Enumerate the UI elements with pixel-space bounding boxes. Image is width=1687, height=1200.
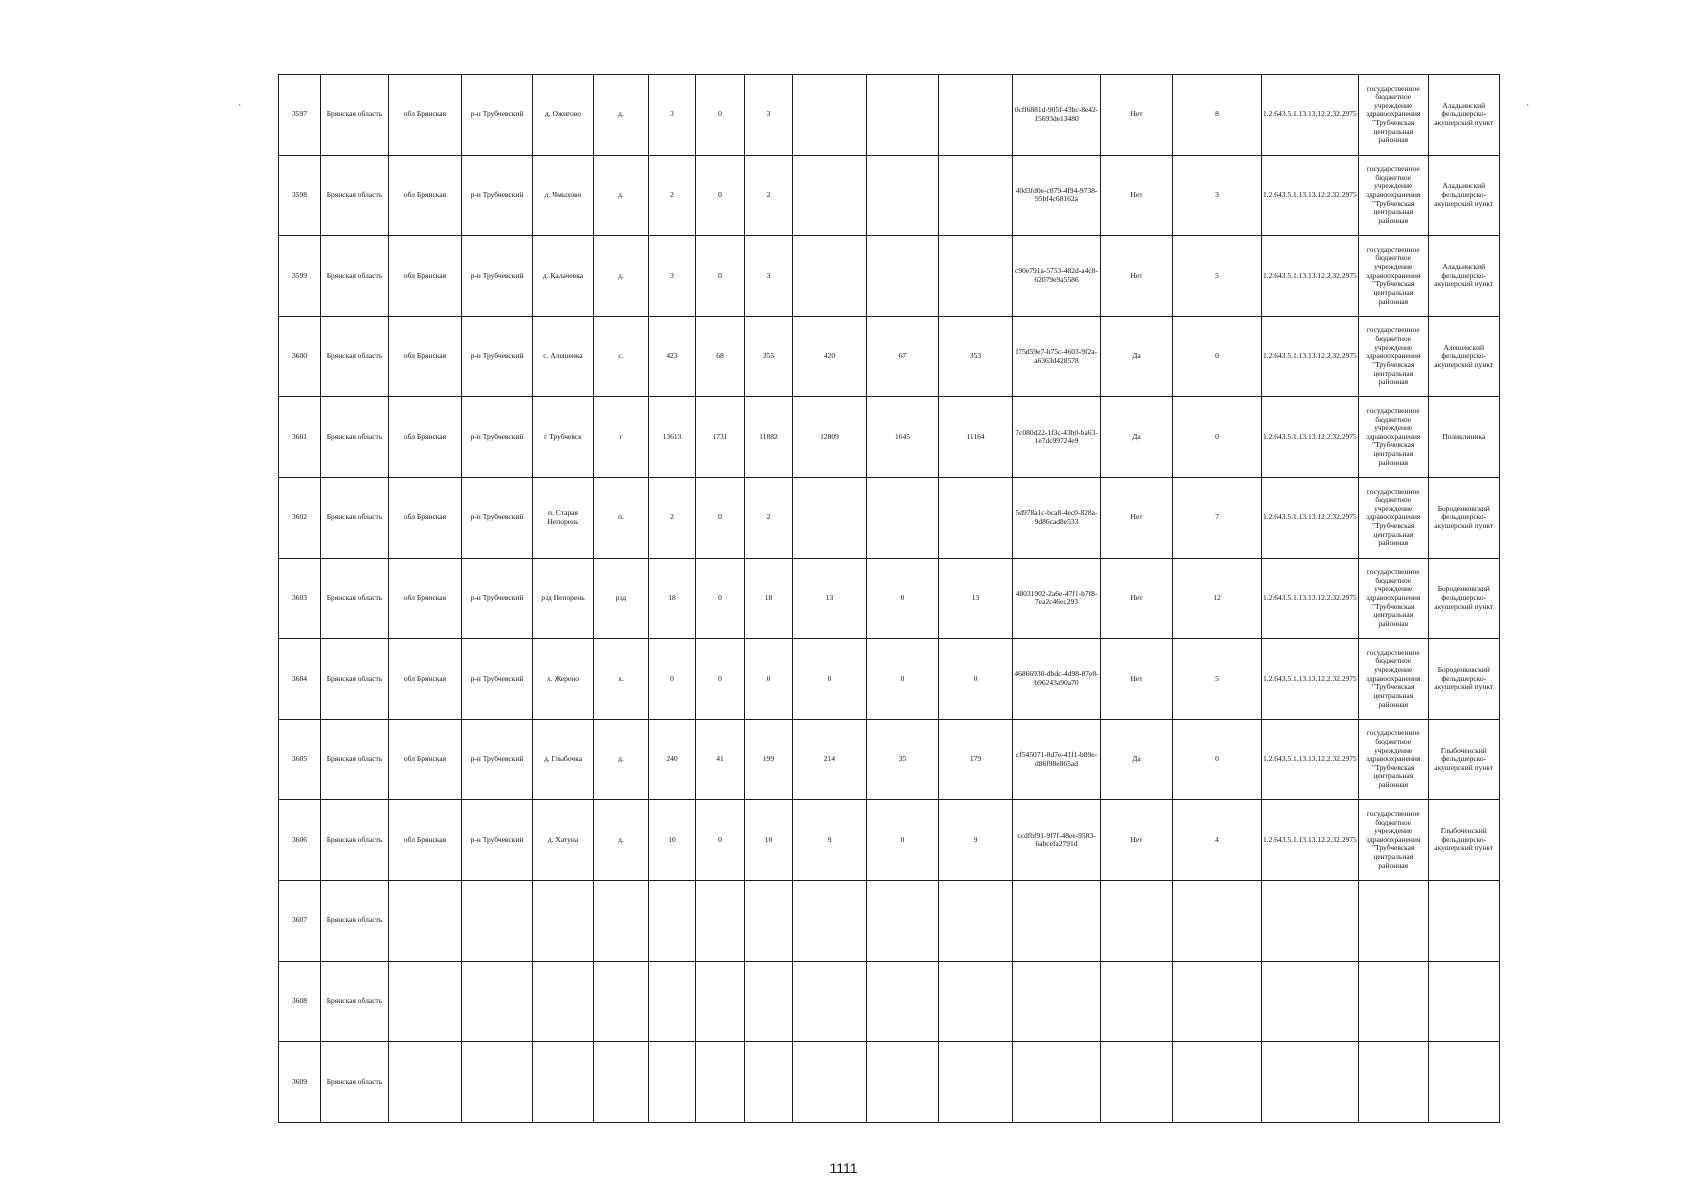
institution-cell: государственное бюджетное учреждение здравоохранения "Трубчевская центральная районная: [1358, 800, 1428, 881]
oid-cell: [1262, 880, 1359, 961]
oid-cell: 1.2.643.5.1.13.13.12.2.32.2975: [1262, 155, 1359, 236]
region-cell: Брянская область: [321, 477, 389, 558]
row-number-cell: 3599: [279, 236, 321, 317]
attached-total-cell: [793, 477, 867, 558]
attached-adults-cell: [939, 961, 1013, 1042]
scan-speck: `: [1526, 104, 1530, 115]
region-cell: Брянская область: [321, 719, 389, 800]
settlement-cell: п. Старая Непорень: [533, 477, 594, 558]
row-number-cell: 3601: [279, 397, 321, 478]
row-number-cell: 3606: [279, 800, 321, 881]
unit-cell: Аладьинский фельдшерско-акушерский пункт: [1428, 155, 1499, 236]
row-number-cell: 3600: [279, 316, 321, 397]
population-adults-cell: 199: [745, 719, 793, 800]
district-cell: р-н Трубчевский: [462, 800, 533, 881]
table-body: [279, 75, 1500, 1123]
population-children-cell: 0: [696, 236, 745, 317]
population-adults-cell: 3: [745, 236, 793, 317]
distance-cell: 0: [1173, 719, 1262, 800]
table-row: [279, 719, 1500, 800]
attached-children-cell: 67: [867, 316, 939, 397]
attached-total-cell: [793, 155, 867, 236]
table-row: [279, 155, 1500, 236]
attached-adults-cell: 11164: [939, 397, 1013, 478]
region-cell: Брянская область: [321, 75, 389, 156]
row-number-cell: 3604: [279, 639, 321, 720]
oid-cell: 1.2.643.5.1.13.13.12.2.32.2975: [1262, 558, 1359, 639]
population-adults-cell: 2: [745, 477, 793, 558]
region-cell: Брянская область: [321, 800, 389, 881]
has-facility-cell: Да: [1101, 719, 1173, 800]
attached-children-cell: [867, 236, 939, 317]
table-row: [279, 75, 1500, 156]
settlement-type-cell: д.: [594, 155, 649, 236]
institution-cell: государственное бюджетное учреждение здравоохранения "Трубчевская центральная районная: [1358, 155, 1428, 236]
unit-cell: Глыбоченский фельдшерско-акушерский пункт: [1428, 719, 1499, 800]
district-cell: р-н Трубчевский: [462, 397, 533, 478]
district-cell: р-н Трубчевский: [462, 639, 533, 720]
settlement-type-cell: с.: [594, 316, 649, 397]
has-facility-cell: Нет: [1101, 477, 1173, 558]
settlement-cell: г Трубчевск: [533, 397, 594, 478]
institution-cell: государственное бюджетное учреждение здравоохранения "Трубчевская центральная районная: [1358, 75, 1428, 156]
row-number-cell: 3605: [279, 719, 321, 800]
settlements-table: [278, 74, 1500, 1123]
oid-cell: 1.2.643.5.1.13.13.12.2.32.2975: [1262, 316, 1359, 397]
has-facility-cell: Нет: [1101, 639, 1173, 720]
population-children-cell: 0: [696, 155, 745, 236]
population-children-cell: 0: [696, 558, 745, 639]
attached-total-cell: [793, 961, 867, 1042]
attached-adults-cell: 13: [939, 558, 1013, 639]
distance-cell: 8: [1173, 75, 1262, 156]
population-children-cell: 0: [696, 75, 745, 156]
population-total-cell: 10: [649, 800, 696, 881]
settlement-cell: д. Глыбочка: [533, 719, 594, 800]
settlement-type-cell: г: [594, 397, 649, 478]
distance-cell: 4: [1173, 800, 1262, 881]
guid-cell: 5d978a1c-bca8-4ec0-828a-9d86cad8e533: [1013, 477, 1101, 558]
table-row: [279, 1042, 1500, 1123]
attached-children-cell: [867, 477, 939, 558]
population-adults-cell: [745, 961, 793, 1042]
attached-children-cell: 0: [867, 800, 939, 881]
guid-cell: [1013, 1042, 1101, 1123]
attached-children-cell: [867, 75, 939, 156]
attached-adults-cell: [939, 477, 1013, 558]
attached-adults-cell: [939, 236, 1013, 317]
distance-cell: 7: [1173, 477, 1262, 558]
row-number-cell: 3608: [279, 961, 321, 1042]
attached-total-cell: 13: [793, 558, 867, 639]
population-children-cell: 0: [696, 477, 745, 558]
district-cell: р-н Трубчевский: [462, 236, 533, 317]
oblast-cell: обл Брянская: [389, 639, 462, 720]
unit-cell: Бороденковский фельдшерско-акушерский пункт: [1428, 639, 1499, 720]
oblast-cell: обл Брянская: [389, 397, 462, 478]
distance-cell: 12: [1173, 558, 1262, 639]
attached-children-cell: [867, 155, 939, 236]
oblast-cell: [389, 961, 462, 1042]
settlement-cell: [533, 880, 594, 961]
has-facility-cell: Нет: [1101, 75, 1173, 156]
population-adults-cell: 11882: [745, 397, 793, 478]
table-row: [279, 961, 1500, 1042]
oid-cell: 1.2.643.5.1.13.13.12.2.32.2975: [1262, 639, 1359, 720]
table-row: [279, 558, 1500, 639]
table-row: [279, 397, 1500, 478]
population-total-cell: 18: [649, 558, 696, 639]
distance-cell: [1173, 880, 1262, 961]
oid-cell: [1262, 1042, 1359, 1123]
settlement-type-cell: [594, 880, 649, 961]
has-facility-cell: [1101, 1042, 1173, 1123]
population-total-cell: 240: [649, 719, 696, 800]
population-adults-cell: 2: [745, 155, 793, 236]
population-total-cell: 13613: [649, 397, 696, 478]
settlement-cell: [533, 961, 594, 1042]
attached-total-cell: 420: [793, 316, 867, 397]
settlement-cell: рзд Непорень: [533, 558, 594, 639]
page-number: 1111: [829, 1160, 858, 1176]
district-cell: р-н Трубчевский: [462, 75, 533, 156]
attached-children-cell: [867, 880, 939, 961]
population-total-cell: [649, 880, 696, 961]
population-children-cell: 41: [696, 719, 745, 800]
settlement-cell: д. Калачевка: [533, 236, 594, 317]
institution-cell: государственное бюджетное учреждение здравоохранения "Трубчевская центральная районная: [1358, 477, 1428, 558]
unit-cell: [1428, 1042, 1499, 1123]
population-children-cell: 0: [696, 639, 745, 720]
oid-cell: 1.2.643.5.1.13.13.12.2.32.2975: [1262, 719, 1359, 800]
population-total-cell: 2: [649, 477, 696, 558]
unit-cell: Глыбоченский фельдшерско-акушерский пункт: [1428, 800, 1499, 881]
institution-cell: государственное бюджетное учреждение здравоохранения "Трубчевская центральная районная: [1358, 397, 1428, 478]
distance-cell: 3: [1173, 155, 1262, 236]
attached-children-cell: [867, 961, 939, 1042]
attached-total-cell: 9: [793, 800, 867, 881]
settlement-type-cell: [594, 961, 649, 1042]
region-cell: Брянская область: [321, 397, 389, 478]
attached-children-cell: 1645: [867, 397, 939, 478]
attached-adults-cell: 353: [939, 316, 1013, 397]
oblast-cell: обл Брянская: [389, 155, 462, 236]
distance-cell: 5: [1173, 236, 1262, 317]
population-adults-cell: [745, 1042, 793, 1123]
region-cell: Брянская область: [321, 316, 389, 397]
settlement-type-cell: [594, 1042, 649, 1123]
oblast-cell: обл Брянская: [389, 719, 462, 800]
oblast-cell: обл Брянская: [389, 800, 462, 881]
oid-cell: [1262, 961, 1359, 1042]
unit-cell: Аладьинский фельдшерско-акушерский пункт: [1428, 236, 1499, 317]
attached-total-cell: 0: [793, 639, 867, 720]
population-adults-cell: 10: [745, 800, 793, 881]
oblast-cell: обл Брянская: [389, 558, 462, 639]
region-cell: Брянская область: [321, 961, 389, 1042]
oblast-cell: обл Брянская: [389, 75, 462, 156]
district-cell: [462, 880, 533, 961]
attached-children-cell: 0: [867, 558, 939, 639]
attached-adults-cell: [939, 880, 1013, 961]
has-facility-cell: Нет: [1101, 155, 1173, 236]
oid-cell: 1.2.643.5.1.13.13.12.2.32.2975: [1262, 236, 1359, 317]
settlement-cell: д. Ожигово: [533, 75, 594, 156]
oid-cell: 1.2.643.5.1.13.13.12.2.32.2975: [1262, 800, 1359, 881]
institution-cell: государственное бюджетное учреждение здравоохранения "Трубчевская центральная районная: [1358, 558, 1428, 639]
population-total-cell: 0: [649, 639, 696, 720]
row-number-cell: 3607: [279, 880, 321, 961]
attached-adults-cell: [939, 1042, 1013, 1123]
guid-cell: ccdfbf91-9f7f-48ee-9583-6abcefa2791d: [1013, 800, 1101, 881]
unit-cell: Аладьинский фельдшерско-акушерский пункт: [1428, 75, 1499, 156]
attached-children-cell: 35: [867, 719, 939, 800]
population-adults-cell: 0: [745, 639, 793, 720]
population-children-cell: 68: [696, 316, 745, 397]
population-total-cell: 3: [649, 236, 696, 317]
region-cell: Брянская область: [321, 155, 389, 236]
population-total-cell: 423: [649, 316, 696, 397]
guid-cell: [1013, 880, 1101, 961]
settlement-type-cell: х.: [594, 639, 649, 720]
has-facility-cell: [1101, 961, 1173, 1042]
district-cell: р-н Трубчевский: [462, 477, 533, 558]
attached-total-cell: 214: [793, 719, 867, 800]
has-facility-cell: Нет: [1101, 800, 1173, 881]
unit-cell: Бороденковский фельдшерско-акушерский пункт: [1428, 477, 1499, 558]
settlement-cell: х. Жерено: [533, 639, 594, 720]
has-facility-cell: Нет: [1101, 236, 1173, 317]
settlement-type-cell: д.: [594, 236, 649, 317]
oid-cell: 1.2.643.5.1.13.13.12.2.32.2975: [1262, 75, 1359, 156]
unit-cell: Алешенский фельдшерско-акушерский пункт: [1428, 316, 1499, 397]
row-number-cell: 3609: [279, 1042, 321, 1123]
oblast-cell: обл Брянская: [389, 236, 462, 317]
table-row: [279, 316, 1500, 397]
attached-total-cell: [793, 75, 867, 156]
attached-total-cell: [793, 1042, 867, 1123]
attached-children-cell: [867, 1042, 939, 1123]
guid-cell: c90e791a-5753-482d-a4c8-62079e9a5586: [1013, 236, 1101, 317]
guid-cell: [1013, 961, 1101, 1042]
region-cell: Брянская область: [321, 639, 389, 720]
oblast-cell: [389, 880, 462, 961]
region-cell: Брянская область: [321, 1042, 389, 1123]
oblast-cell: обл Брянская: [389, 477, 462, 558]
oblast-cell: обл Брянская: [389, 316, 462, 397]
unit-cell: [1428, 880, 1499, 961]
population-children-cell: [696, 961, 745, 1042]
district-cell: [462, 961, 533, 1042]
guid-cell: f75d59e7-b75c-4603-9f2a-a6363d428578: [1013, 316, 1101, 397]
unit-cell: Бороденковский фельдшерско-акушерский пункт: [1428, 558, 1499, 639]
region-cell: Брянская область: [321, 236, 389, 317]
oid-cell: 1.2.643.5.1.13.13.12.2.32.2975: [1262, 397, 1359, 478]
settlement-type-cell: п.: [594, 477, 649, 558]
guid-cell: cf545071-8d7e-41f1-b89e-d86f98e865ad: [1013, 719, 1101, 800]
attached-total-cell: 12809: [793, 397, 867, 478]
population-adults-cell: 3: [745, 75, 793, 156]
institution-cell: [1358, 961, 1428, 1042]
table-row: [279, 800, 1500, 881]
scan-speck: `: [238, 104, 242, 115]
settlement-cell: д. Чмыхово: [533, 155, 594, 236]
population-total-cell: 2: [649, 155, 696, 236]
institution-cell: государственное бюджетное учреждение здравоохранения "Трубчевская центральная районная: [1358, 316, 1428, 397]
institution-cell: государственное бюджетное учреждение здравоохранения "Трубчевская центральная районная: [1358, 719, 1428, 800]
district-cell: р-н Трубчевский: [462, 719, 533, 800]
table-row: [279, 236, 1500, 317]
population-children-cell: 1731: [696, 397, 745, 478]
population-children-cell: 0: [696, 800, 745, 881]
oblast-cell: [389, 1042, 462, 1123]
guid-cell: 46866930-dbdc-4d98-87e8-b96243a90a70: [1013, 639, 1101, 720]
row-number-cell: 3603: [279, 558, 321, 639]
unit-cell: Поликлиника: [1428, 397, 1499, 478]
population-children-cell: [696, 880, 745, 961]
institution-cell: [1358, 880, 1428, 961]
district-cell: р-н Трубчевский: [462, 155, 533, 236]
row-number-cell: 3602: [279, 477, 321, 558]
population-adults-cell: 18: [745, 558, 793, 639]
attached-adults-cell: 0: [939, 639, 1013, 720]
row-number-cell: 3598: [279, 155, 321, 236]
settlement-type-cell: рзд: [594, 558, 649, 639]
institution-cell: [1358, 1042, 1428, 1123]
unit-cell: [1428, 961, 1499, 1042]
population-adults-cell: 355: [745, 316, 793, 397]
attached-adults-cell: 9: [939, 800, 1013, 881]
region-cell: Брянская область: [321, 880, 389, 961]
settlement-type-cell: д.: [594, 719, 649, 800]
table-row: [279, 477, 1500, 558]
attached-adults-cell: [939, 155, 1013, 236]
institution-cell: государственное бюджетное учреждение здравоохранения "Трубчевская центральная районная: [1358, 236, 1428, 317]
settlement-type-cell: д.: [594, 75, 649, 156]
attached-children-cell: 0: [867, 639, 939, 720]
population-children-cell: [696, 1042, 745, 1123]
settlement-cell: д. Хатуна: [533, 800, 594, 881]
district-cell: р-н Трубчевский: [462, 558, 533, 639]
district-cell: [462, 1042, 533, 1123]
guid-cell: 48031902-2a6e-47f1-b7f8-7ea2c46ec293: [1013, 558, 1101, 639]
region-cell: Брянская область: [321, 558, 389, 639]
population-total-cell: [649, 961, 696, 1042]
has-facility-cell: Нет: [1101, 558, 1173, 639]
settlement-type-cell: д.: [594, 800, 649, 881]
attached-total-cell: [793, 236, 867, 317]
attached-total-cell: [793, 880, 867, 961]
has-facility-cell: [1101, 880, 1173, 961]
distance-cell: [1173, 961, 1262, 1042]
distance-cell: 0: [1173, 397, 1262, 478]
distance-cell: [1173, 1042, 1262, 1123]
distance-cell: 0: [1173, 316, 1262, 397]
settlement-cell: с. Алешенка: [533, 316, 594, 397]
district-cell: р-н Трубчевский: [462, 316, 533, 397]
has-facility-cell: Да: [1101, 316, 1173, 397]
population-adults-cell: [745, 880, 793, 961]
row-number-cell: 3597: [279, 75, 321, 156]
settlement-cell: [533, 1042, 594, 1123]
guid-cell: 7c080d22-1f3c-43b0-ba63-1e7dc99724e9: [1013, 397, 1101, 478]
institution-cell: государственное бюджетное учреждение здравоохранения "Трубчевская центральная районная: [1358, 639, 1428, 720]
table-row: [279, 639, 1500, 720]
distance-cell: 5: [1173, 639, 1262, 720]
guid-cell: 40d3fd0e-c879-4f94-9738-95bf4c68162a: [1013, 155, 1101, 236]
table-row: [279, 880, 1500, 961]
attached-adults-cell: [939, 75, 1013, 156]
oid-cell: 1.2.643.5.1.13.13.12.2.32.2975: [1262, 477, 1359, 558]
population-total-cell: [649, 1042, 696, 1123]
attached-adults-cell: 179: [939, 719, 1013, 800]
guid-cell: 0cff6881d-905f-43bc-8e42-15693de13480: [1013, 75, 1101, 156]
population-total-cell: 3: [649, 75, 696, 156]
has-facility-cell: Да: [1101, 397, 1173, 478]
